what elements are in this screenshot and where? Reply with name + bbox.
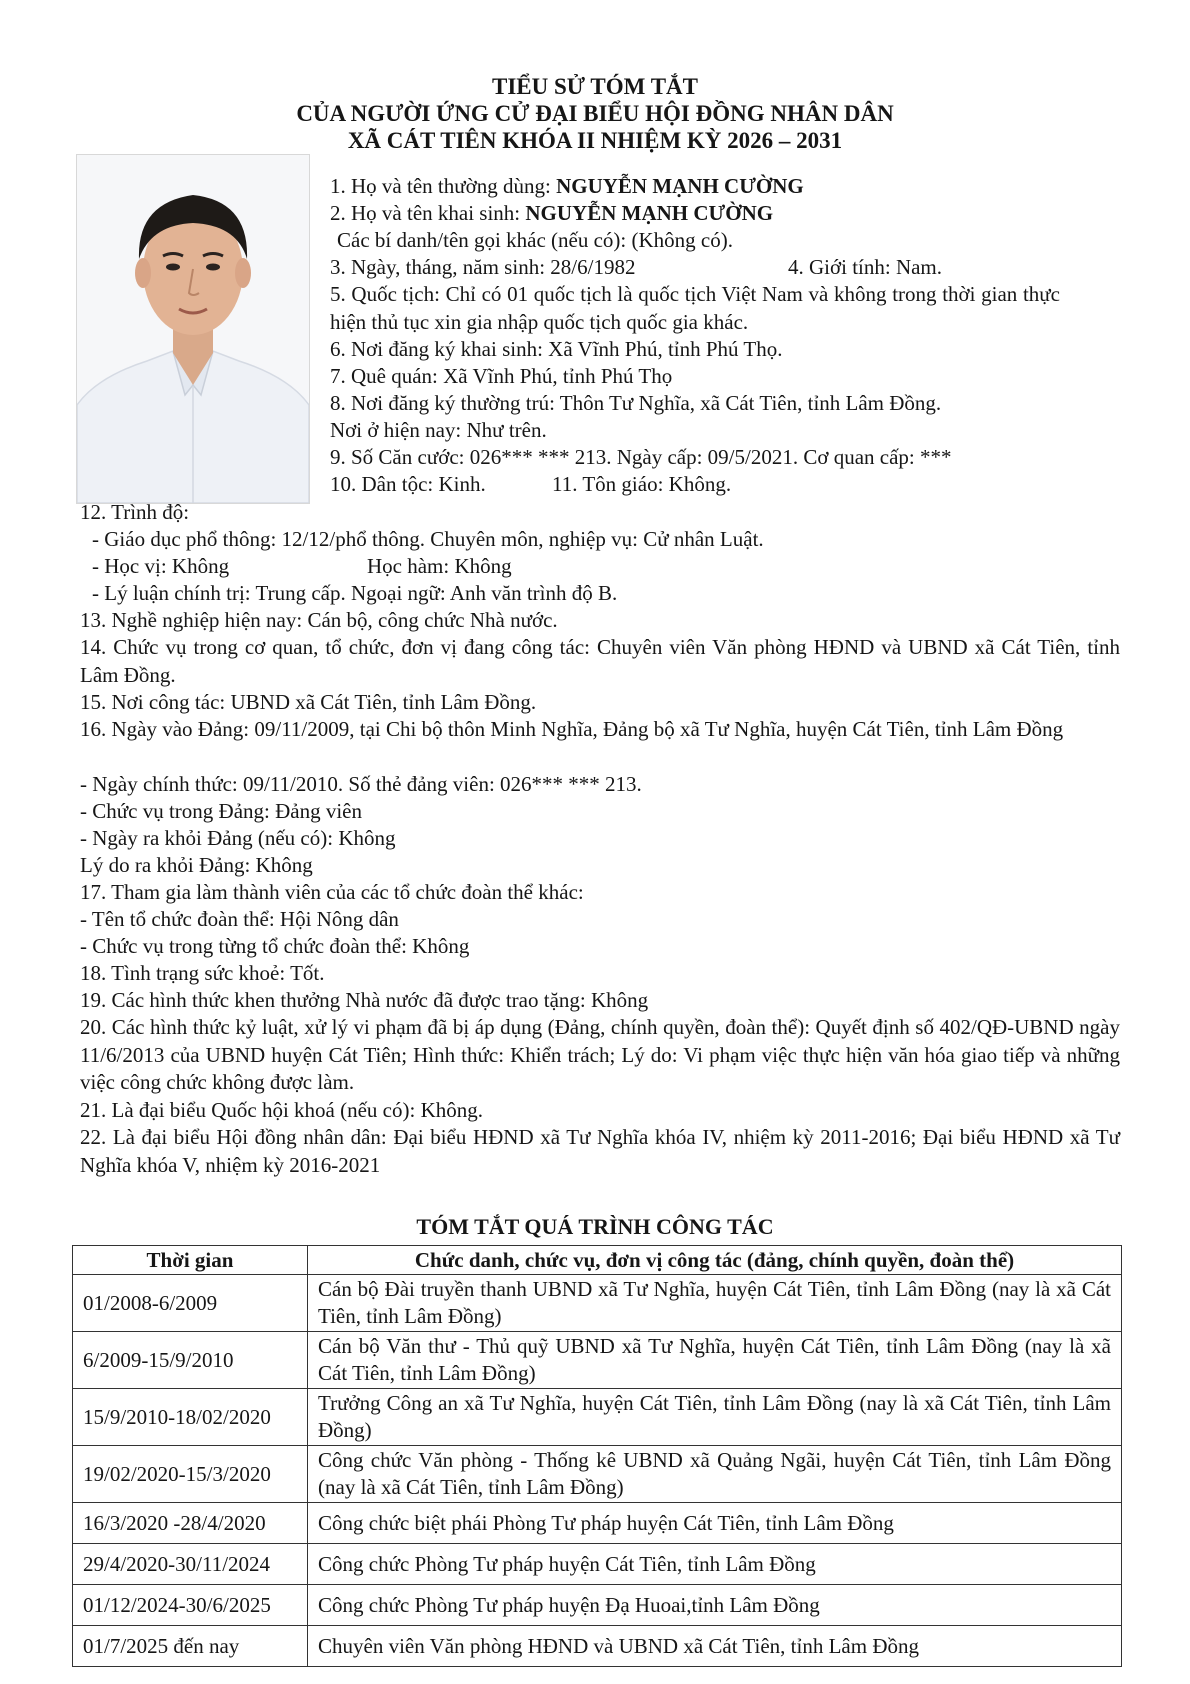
row-position: Công chức Phòng Tư pháp huyện Cát Tiên, tỉnh Lâm Đồng	[308, 1544, 1122, 1585]
column-header-position: Chức danh, chức vụ, đơn vị công tác (đảng, chính quyền, đoàn thể)	[308, 1246, 1122, 1275]
table-row	[73, 1585, 1122, 1626]
field-current-residence: Nơi ở hiện nay: Như trên.	[330, 418, 547, 442]
table-row	[73, 1446, 1122, 1503]
field-organization-name: - Tên tổ chức đoàn thể: Hội Nông dân	[80, 907, 399, 931]
portrait-photo	[76, 154, 310, 504]
work-history-title: TÓM TẮT QUÁ TRÌNH CÔNG TÁC	[416, 1214, 774, 1239]
field-health: 18. Tình trạng sức khoẻ: Tốt.	[80, 961, 325, 985]
table-row	[73, 1626, 1122, 1667]
field-discipline: 20. Các hình thức kỷ luật, xử lý vi phạm đã bị áp dụng (Đảng, chính quyền, đoàn thể): Quyết định số 402/QĐ-UBND ngày 11/6/2013 của UBND huyện Cát Tiên; Hình thức: Khiển trách; Lý do: Vi phạm việc thực hiện văn hóa giao tiếp và những việc công chức không được làm.	[80, 1015, 1120, 1094]
row-time: 29/4/2020-30/11/2024	[73, 1544, 308, 1585]
field-party-leave: - Ngày ra khỏi Đảng (nếu có): Không	[80, 826, 396, 850]
row-position: Công chức Văn phòng - Thống kê UBND xã Quảng Ngãi, huyện Cát Tiên, tỉnh Lâm Đồng (nay là xã Cát Tiên, tỉnh Lâm Đồng)	[308, 1446, 1122, 1503]
field-permanent-residence: 8. Nơi đăng ký thường trú: Thôn Tư Nghĩa, xã Cát Tiên, tỉnh Lâm Đồng.	[330, 391, 942, 415]
field-party-position: - Chức vụ trong Đảng: Đảng viên	[80, 799, 362, 823]
field-religion: 11. Tôn giáo: Không.	[552, 472, 732, 496]
row-position: Cán bộ Đài truyền thanh UBND xã Tư Nghĩa, huyện Cát Tiên, tỉnh Lâm Đồng (nay là xã Cát Tiên, tỉnh Lâm Đồng)	[308, 1275, 1122, 1332]
field-common-name-label: 1. Họ và tên thường dùng:	[330, 174, 557, 198]
table-row	[73, 1332, 1122, 1389]
field-common-name-value: NGUYỄN MẠNH CƯỜNG	[556, 174, 804, 198]
field-alias: Các bí danh/tên gọi khác (nếu có): (Không có).	[337, 228, 733, 252]
row-position: Công chức Phòng Tư pháp huyện Đạ Huoai,tỉnh Lâm Đồng	[308, 1585, 1122, 1626]
field-party-leave-reason: Lý do ra khỏi Đảng: Không	[80, 853, 313, 877]
field-party-join: 16. Ngày vào Đảng: 09/11/2009, tại Chi bộ thôn Minh Nghĩa, Đảng bộ xã Tư Nghĩa, huyện Cát Tiên, tỉnh Lâm Đồng	[80, 717, 1064, 741]
field-national-assembly: 21. Là đại biểu Quốc hội khoá (nếu có): Không.	[80, 1098, 483, 1122]
doc-term: XÃ CÁT TIÊN KHÓA II NHIỆM KỲ 2026 – 2031	[347, 128, 843, 153]
row-position: Cán bộ Văn thư - Thủ quỹ UBND xã Tư Nghĩa, huyện Cát Tiên, tỉnh Lâm Đồng (nay là xã Cát Tiên, tỉnh Lâm Đồng)	[308, 1332, 1122, 1389]
column-header-time: Thời gian	[73, 1246, 308, 1275]
row-time: 16/3/2020 -28/4/2020	[73, 1503, 308, 1544]
field-party-official: - Ngày chính thức: 09/11/2010. Số thẻ đảng viên: 026*** *** 213.	[80, 772, 642, 796]
portrait-photo-icon	[77, 155, 309, 503]
table-header-row	[73, 1246, 1122, 1275]
table-row	[73, 1275, 1122, 1332]
field-nationality: 5. Quốc tịch: Chỉ có 01 quốc tịch là quốc tịch Việt Nam và không trong thời gian thực hiện thủ tục xin gia nhập quốc tịch quốc gia khác.	[330, 282, 1060, 334]
field-position: 14. Chức vụ trong cơ quan, tổ chức, đơn vị đang công tác: Chuyên viên Văn phòng HĐND và UBND xã Cát Tiên, tỉnh Lâm Đồng.	[80, 635, 1120, 687]
field-birth-name	[330, 200, 773, 227]
field-organizations: 17. Tham gia làm thành viên của các tổ chức đoàn thể khác:	[80, 880, 584, 904]
row-time: 01/12/2024-30/6/2025	[73, 1585, 308, 1626]
row-time: 01/2008-6/2009	[73, 1275, 308, 1332]
field-workplace: 15. Nơi công tác: UBND xã Cát Tiên, tỉnh Lâm Đồng.	[80, 690, 537, 714]
doc-subtitle: CỦA NGƯỜI ỨNG CỬ ĐẠI BIỂU HỘI ĐỒNG NHÂN DÂN	[296, 101, 894, 126]
field-organization-position: - Chức vụ trong từng tổ chức đoàn thể: Không	[80, 934, 470, 958]
row-time: 19/02/2020-15/3/2020	[73, 1446, 308, 1503]
row-position: Chuyên viên Văn phòng HĐND và UBND xã Cát Tiên, tỉnh Lâm Đồng	[308, 1626, 1122, 1667]
doc-title: TIỂU SỬ TÓM TẮT	[492, 74, 698, 99]
table-row	[73, 1544, 1122, 1585]
field-political-theory: - Lý luận chính trị: Trung cấp. Ngoại ngữ: Anh văn trình độ B.	[92, 581, 618, 605]
field-education: 12. Trình độ:	[80, 500, 190, 524]
field-birth-name-label: 2. Họ và tên khai sinh:	[330, 201, 526, 225]
field-hometown: 7. Quê quán: Xã Vĩnh Phú, tỉnh Phú Thọ	[330, 364, 673, 388]
field-gender: 4. Giới tính: Nam.	[788, 255, 943, 279]
row-time: 15/9/2010-18/02/2020	[73, 1389, 308, 1446]
field-education-general: - Giáo dục phổ thông: 12/12/phổ thông. Chuyên môn, nghiệp vụ: Cử nhân Luật.	[92, 527, 764, 551]
field-id-card: 9. Số Căn cước: 026*** *** 213. Ngày cấp: 09/5/2021. Cơ quan cấp: ***	[330, 445, 952, 469]
row-position: Trưởng Công an xã Tư Nghĩa, huyện Cát Tiên, tỉnh Lâm Đồng (nay là xã Cát Tiên, tỉnh Lâm Đồng)	[308, 1389, 1122, 1446]
work-history-table	[72, 1245, 1122, 1667]
row-time: 01/7/2025 đến nay	[73, 1626, 308, 1667]
row-time: 6/2009-15/9/2010	[73, 1332, 308, 1389]
field-academic-title: Học hàm: Không	[367, 554, 512, 578]
table-row	[73, 1389, 1122, 1446]
field-birth-date: 3. Ngày, tháng, năm sinh: 28/6/1982	[330, 255, 636, 279]
row-position: Công chức biệt phái Phòng Tư pháp huyện Cát Tiên, tỉnh Lâm Đồng	[308, 1503, 1122, 1544]
field-ethnicity: 10. Dân tộc: Kinh.	[330, 472, 486, 496]
field-birth-name-value: NGUYỄN MẠNH CƯỜNG	[525, 201, 774, 225]
field-occupation: 13. Nghề nghiệp hiện nay: Cán bộ, công chức Nhà nước.	[80, 608, 558, 632]
field-council-member: 22. Là đại biểu Hội đồng nhân dân: Đại biểu HĐND xã Tư Nghĩa khóa IV, nhiệm kỳ 2011-2016; Đại biểu HĐND xã Tư Nghĩa khóa V, nhiệm kỳ 2016-2021	[80, 1125, 1120, 1177]
table-row	[73, 1503, 1122, 1544]
field-awards: 19. Các hình thức khen thưởng Nhà nước đã được trao tặng: Không	[80, 988, 649, 1012]
field-degree: - Học vị: Không	[92, 554, 230, 578]
field-birth-registration: 6. Nơi đăng ký khai sinh: Xã Vĩnh Phú, tỉnh Phú Thọ.	[330, 337, 783, 361]
field-common-name	[330, 173, 804, 200]
